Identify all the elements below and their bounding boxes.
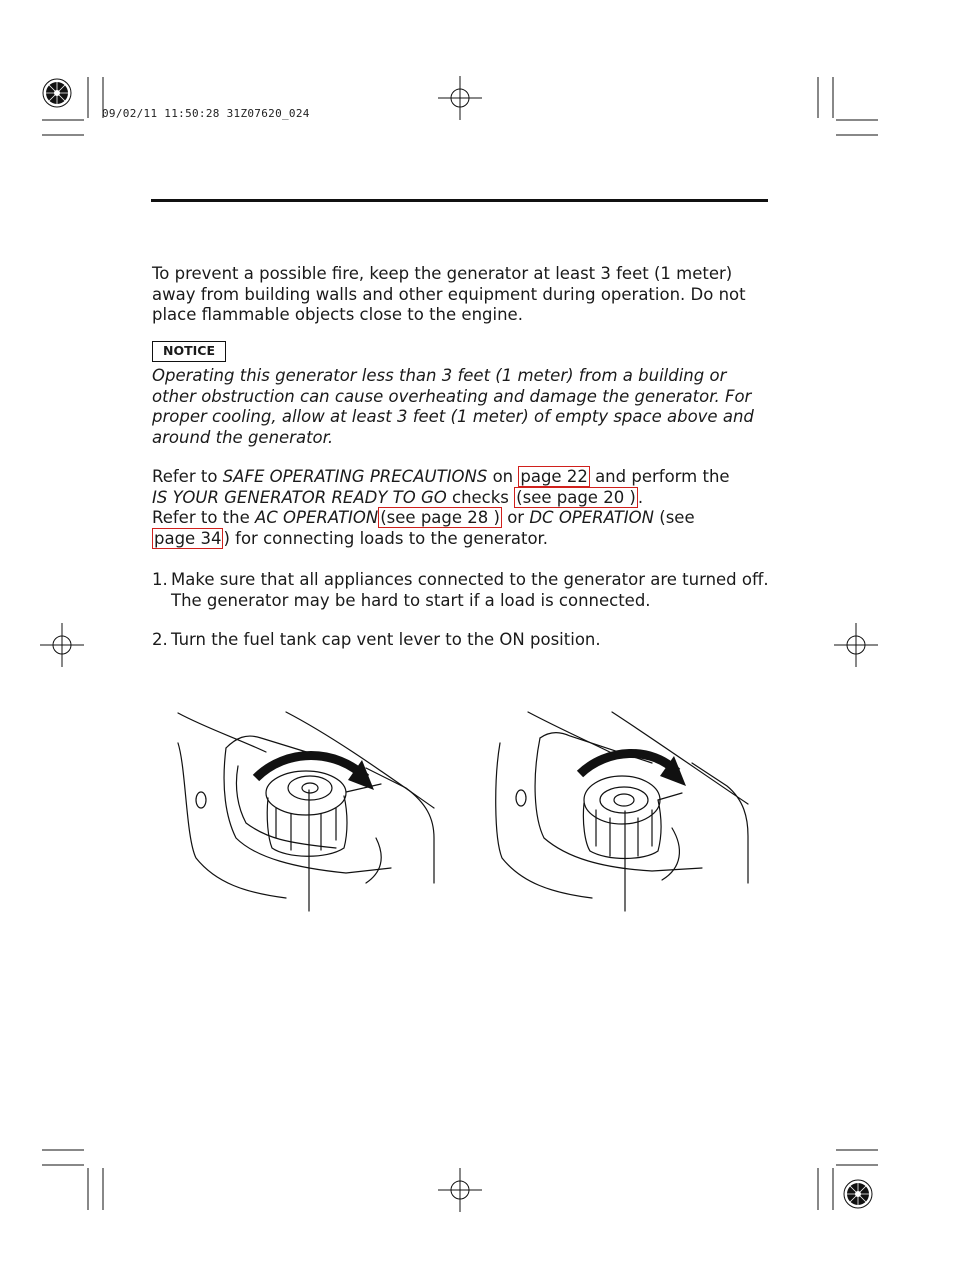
ref-text: ) for connecting loads to the generator.	[223, 528, 549, 548]
ref-title-ac-operation: AC OPERATION	[255, 508, 379, 528]
step-2	[152, 630, 772, 651]
ref-text: on	[487, 467, 519, 486]
notice-text: Operating this generator less than 3 feet (1 meter) from a building or other obstruction can cause overheating and damage the generator. For proper cooling, allow at least 3 feet (1 meter) of empty space above and around the generator.	[152, 366, 754, 447]
ref-text: (see	[654, 508, 695, 528]
step-number: 2.	[152, 630, 168, 649]
step-1	[152, 570, 772, 611]
step-text: Turn the fuel tank cap vent lever to the ON position.	[171, 630, 601, 649]
ref-text: Refer to	[152, 467, 223, 486]
notice-badge: NOTICE	[152, 341, 226, 362]
ref-text: or	[501, 508, 530, 528]
ref-text: Refer to the	[152, 508, 255, 528]
intro-paragraph: To prevent a possible fire, keep the generator at least 3 feet (1 meter) away from building walls and other equipment during operation. Do not place flammable objects close to the engine.	[152, 264, 746, 325]
fuel-cap-illustration	[492, 708, 754, 914]
ref-text: and perform the	[589, 467, 730, 486]
reference-paragraph	[152, 467, 772, 549]
ref-title-ready-to-go: IS YOUR GENERATOR READY TO GO	[152, 487, 447, 507]
step-number: 1.	[152, 570, 168, 589]
ref-title-safe-ops: SAFE OPERATING PRECAUTIONS	[222, 467, 488, 486]
link-page-22[interactable]: page 22	[520, 467, 588, 486]
ref-text: .	[637, 487, 644, 507]
print-timestamp: 09/02/11 11:50:28 31Z07620_024	[102, 107, 310, 120]
ref-text: checks	[446, 487, 515, 507]
link-page-20[interactable]: (see page 20 )	[516, 487, 636, 507]
ref-title-dc-operation: DC OPERATION	[529, 508, 655, 528]
fuel-cap-illustration	[176, 708, 438, 914]
section-divider	[151, 199, 768, 202]
link-page-28[interactable]: (see page 28 )	[380, 508, 500, 528]
step-text: Make sure that all appliances connected to the generator are turned off. The generator may be hard to start if a load is connected.	[171, 570, 769, 610]
link-page-34[interactable]: page 34	[154, 528, 222, 548]
